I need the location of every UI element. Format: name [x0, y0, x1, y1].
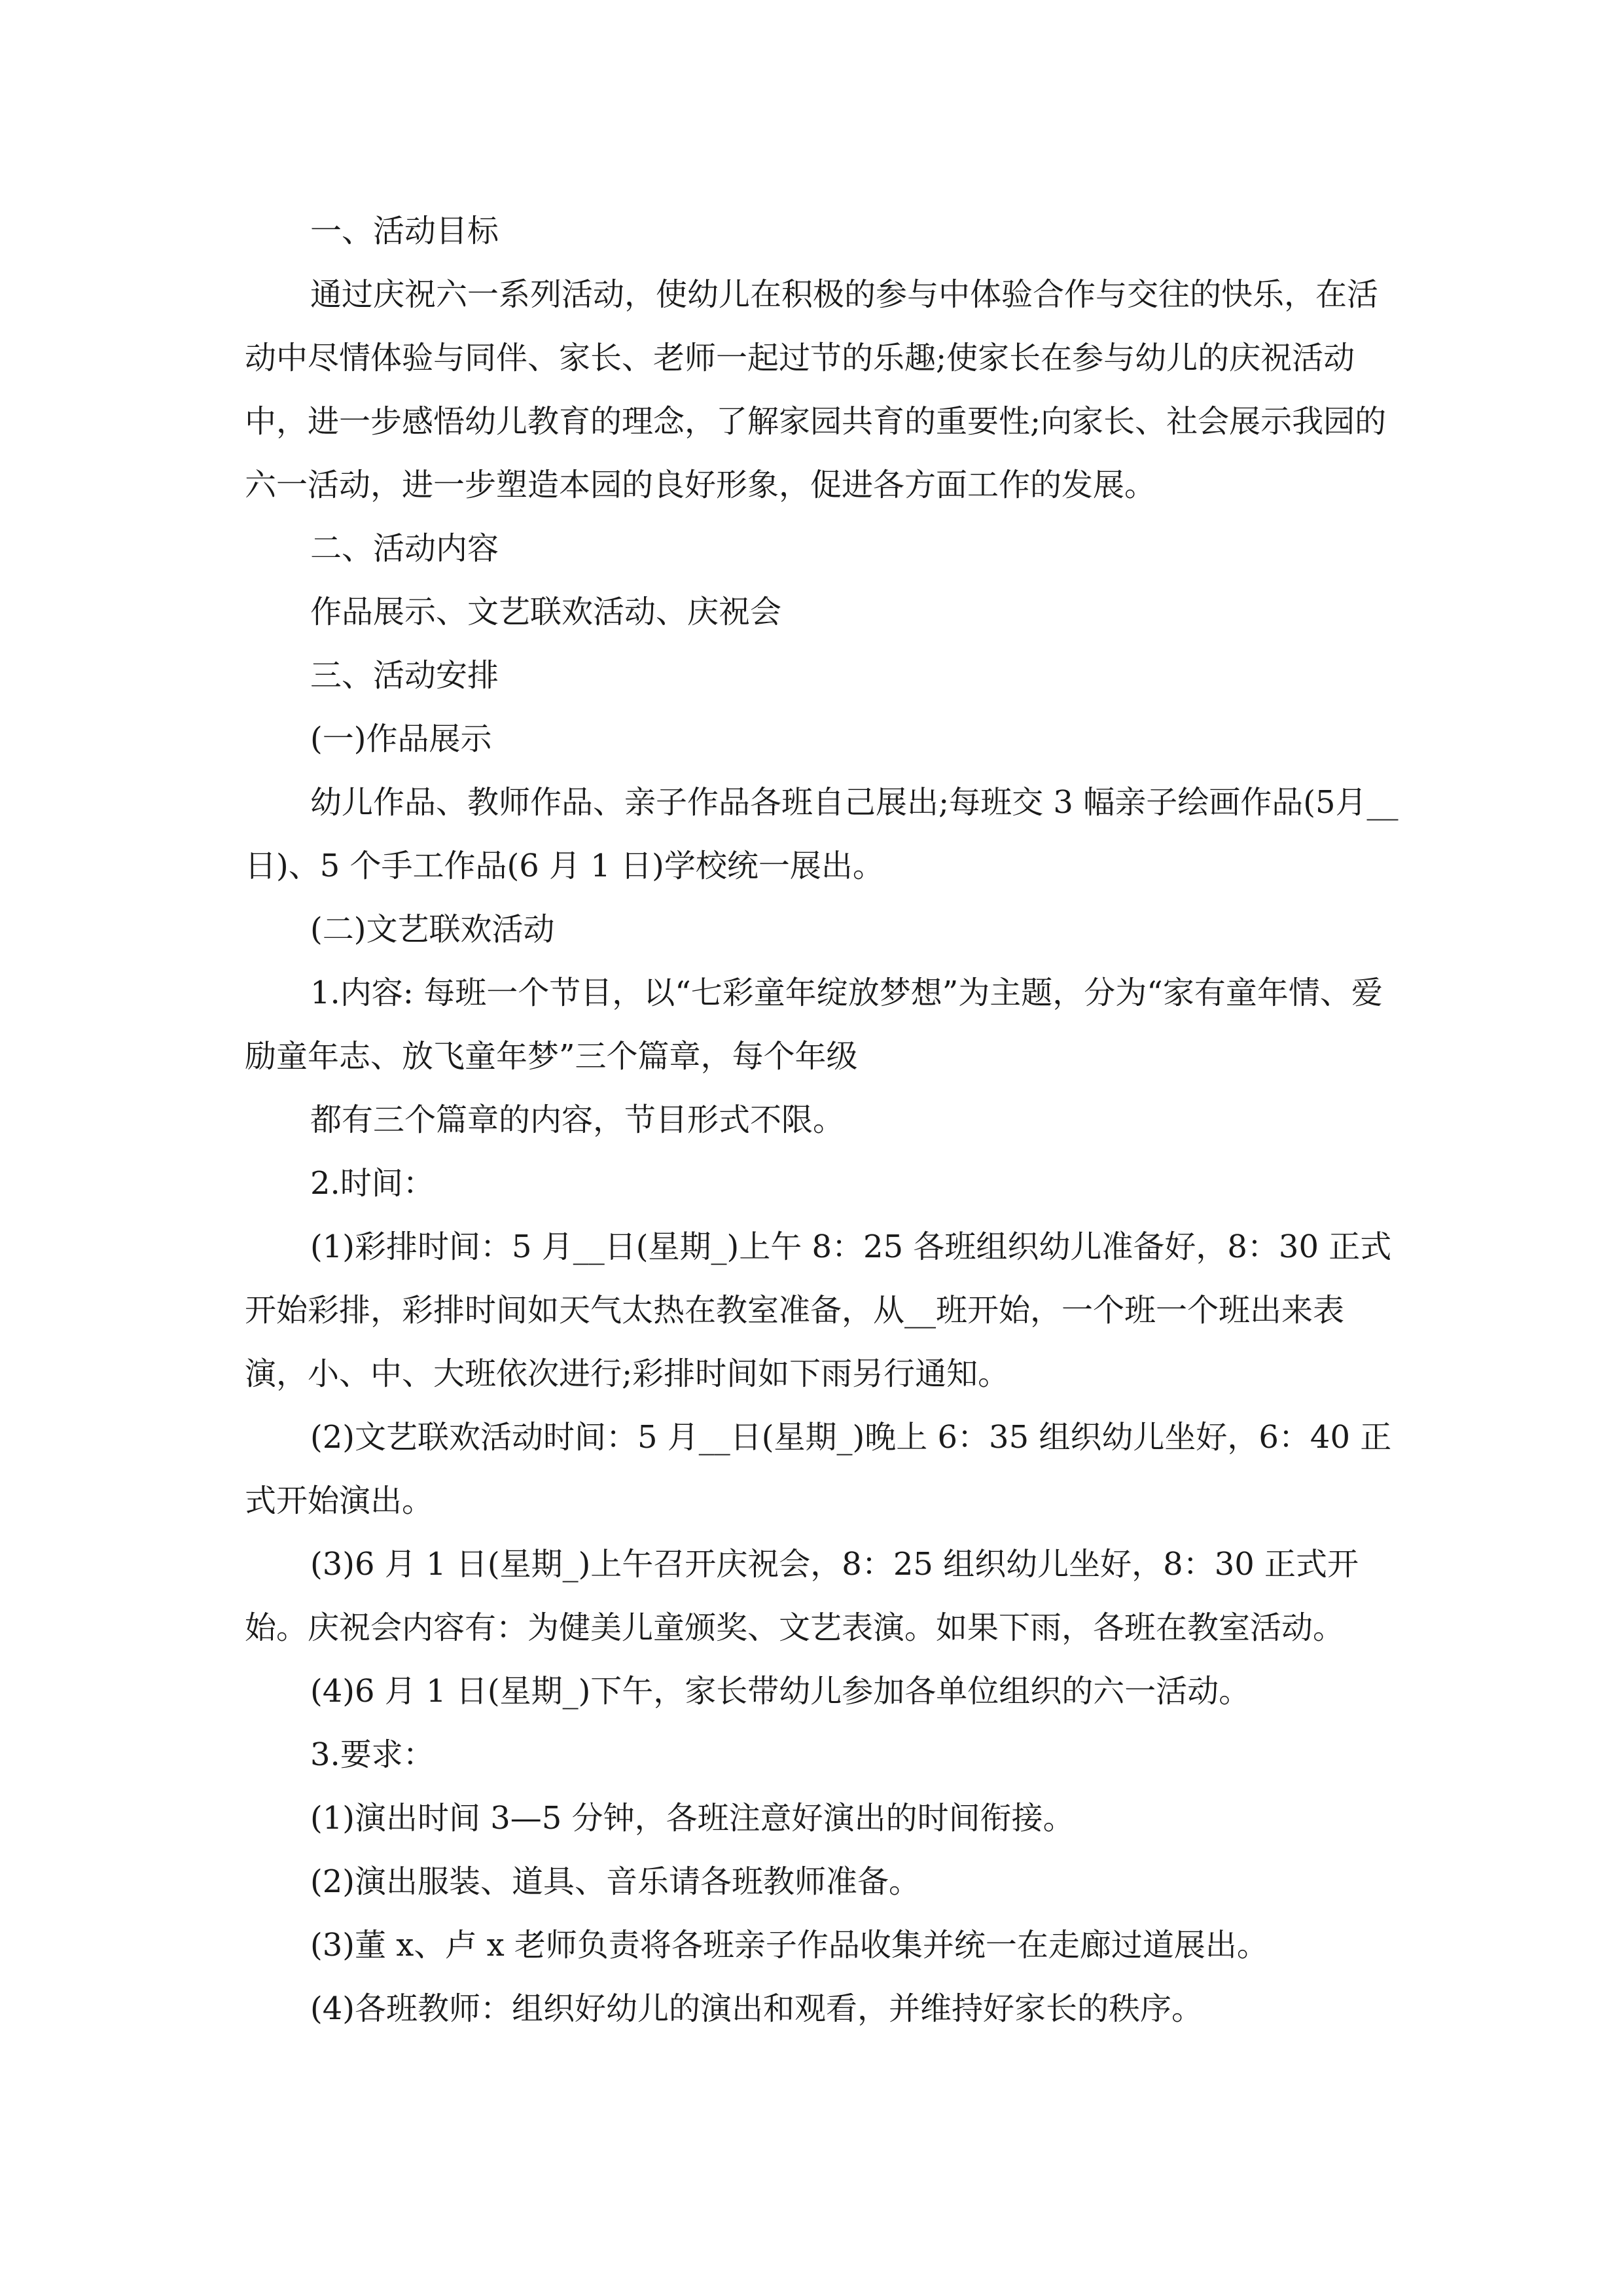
paragraph-content: 作品展示、文艺联欢活动、庆祝会	[310, 594, 782, 630]
paragraph-afternoon-activity: (4)6 月 1 日(星期_)下午，家长带幼儿参加各单位组织的六一活动。	[310, 1673, 1251, 1710]
paragraph-performance-content: 1.内容: 每班一个节目，以“七彩童年绽放梦想”为主题，分为“家有童年情、爱励童年志、放飞童年梦”三个篇章，每个年级	[245, 975, 1383, 1075]
subheading-time: 2.时间：	[310, 1165, 435, 1202]
requirement-item-1: (1)演出时间 3—5 分钟，各班注意好演出的时间衔接。	[310, 1800, 1075, 1837]
paragraph-celebration-time: (3)6 月 1 日(星期_)上午召开庆祝会，8：25 组织幼儿坐好，8：30 正式开始。庆祝会内容有：为健美儿童颁奖、文艺表演。如果下雨，各班在教室活动。	[245, 1546, 1359, 1646]
document-body	[245, 200, 1403, 2041]
paragraph-show-time: (2)文艺联欢活动时间：5 月__日(星期_)晚上 6：35 组织幼儿坐好，6：40 正式开始演出。	[245, 1419, 1392, 1519]
paragraph-performance-content-cont: 都有三个篇章的内容，节目形式不限。	[310, 1102, 845, 1138]
requirement-item-2: (2)演出服装、道具、音乐请各班教师准备。	[310, 1863, 920, 1900]
subheading-performance: (二)文艺联欢活动	[310, 911, 555, 948]
subheading-requirements: 3.要求：	[310, 1736, 435, 1773]
paragraph-exhibition: 幼儿作品、教师作品、亲子作品各班自己展出;每班交 3 幅亲子绘画作品(5月__日)、5 个手工作品(6 月 1 日)学校统一展出。	[245, 784, 1399, 884]
subheading-exhibition: (一)作品展示	[310, 721, 492, 757]
section-heading-arrangement: 三、活动安排	[310, 657, 499, 694]
paragraph-rehearsal-time: (1)彩排时间：5 月__日(星期_)上午 8：25 各班组织幼儿准备好，8：30 正式开始彩排，彩排时间如天气太热在教室准备，从__班开始，一个班一个班出来表演，小、中、大班依次进行;彩排时间如下雨另行通知。	[245, 1229, 1392, 1392]
requirement-item-4: (4)各班教师：组织好幼儿的演出和观看，并维持好家长的秩序。	[310, 1990, 1203, 2027]
section-heading-content: 二、活动内容	[310, 530, 499, 567]
requirement-item-3: (3)董 x、卢 x 老师负责将各班亲子作品收集并统一在走廊过道展出。	[310, 1927, 1268, 1964]
section-heading-goals: 一、活动目标	[310, 213, 499, 249]
paragraph-goals: 通过庆祝六一系列活动，使幼儿在积极的参与中体验合作与交往的快乐，在活动中尽情体验与同伴、家长、老师一起过节的乐趣;使家长在参与幼儿的庆祝活动中，进一步感悟幼儿教育的理念，了解家园共育的重要性;向家长、社会展示我园的六一活动，进一步塑造本园的良好形象，促进各方面工作的发展。	[245, 276, 1387, 503]
